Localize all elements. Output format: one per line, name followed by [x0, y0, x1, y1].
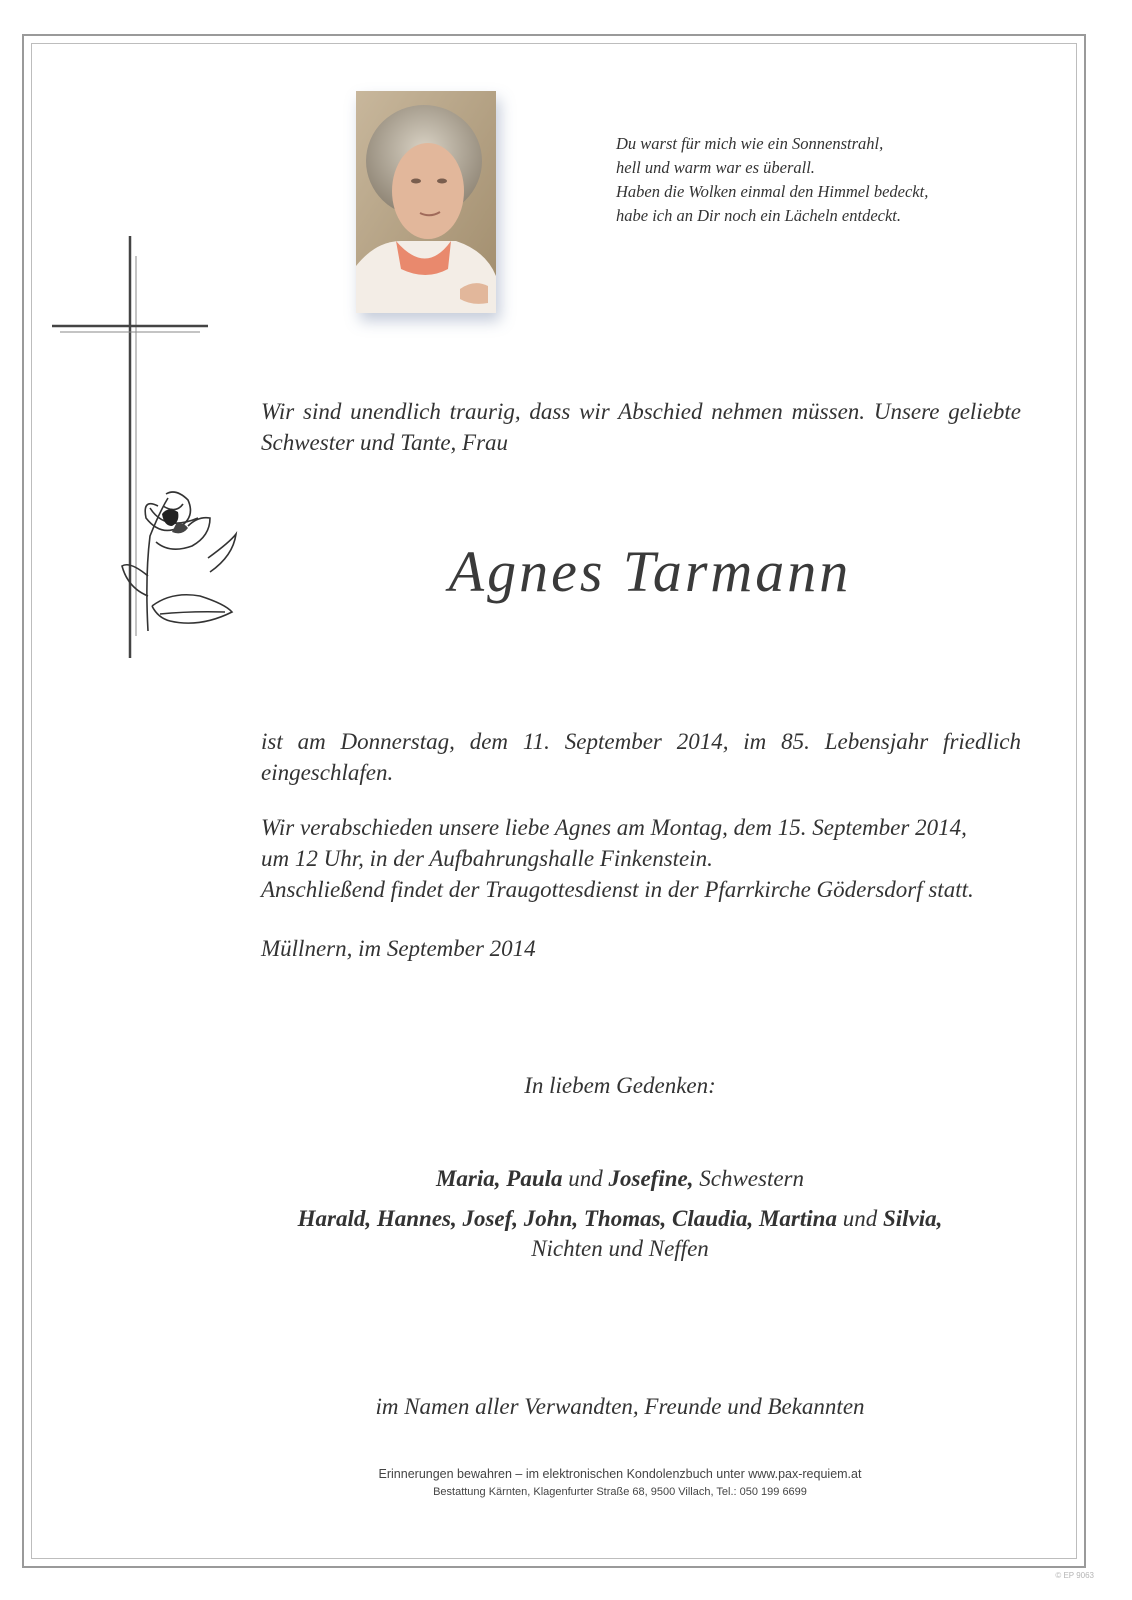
portrait-photo [356, 91, 496, 313]
intro-text: Wir sind unendlich traurig, dass wir Abschied nehmen müssen. Unsere geliebte Schwester und Tante, Frau [261, 399, 1021, 455]
nieces-names: Silvia, [882, 1206, 943, 1231]
farewell-line: Wir verabschieden unsere liebe Agnes am Montag, dem 15. September 2014, [261, 815, 967, 840]
mourners-sisters [120, 1166, 1120, 1192]
relation-label: Nichten und Neffen [531, 1236, 709, 1261]
family-line: im Namen aller Verwandten, Freunde und Bekannten [375, 1394, 865, 1419]
mourners-nieces [120, 1206, 1120, 1232]
poem-line: hell und warm war es überall. [616, 158, 815, 177]
farewell-line: um 12 Uhr, in der Aufbahrungshalle Finkenstein. [261, 846, 713, 871]
in-memory-heading: In liebem Gedenken: [524, 1073, 716, 1098]
deceased-name: Agnes Tarmann [448, 539, 852, 604]
conjunction: und [568, 1166, 603, 1191]
sisters-names: Josefine, [608, 1166, 694, 1191]
sisters-names: Maria, Paula [435, 1166, 563, 1191]
corner-code: © EP 9063 [1055, 1571, 1094, 1580]
poem [616, 132, 976, 228]
poem-line: Du warst für mich wie ein Sonnenstrahl, [616, 134, 884, 153]
poem-line: Haben die Wolken einmal den Himmel bedeckt, [616, 182, 929, 201]
footer-address: Bestattung Kärnten, Klagenfurter Straße 68, 9500 Villach, Tel.: 050 199 6699 [433, 1486, 807, 1498]
place-date: Müllnern, im September 2014 [261, 936, 536, 961]
farewell-line: Anschließend findet der Traugottesdienst in der Pfarrkirche Gödersdorf statt. [261, 877, 974, 902]
conjunction: und [842, 1206, 878, 1231]
nieces-names: Harald, Hannes, Josef, John, Thomas, Claudia, Martina [297, 1206, 837, 1231]
relation-label: Schwestern [699, 1166, 804, 1191]
footer-condolence: Erinnerungen bewahren – im elektronischen Kondolenzbuch unter www.pax-requiem.at [378, 1467, 862, 1481]
cross-with-rose-icon [50, 236, 250, 676]
death-notice: ist am Donnerstag, dem 11. September 2014, im 85. Lebensjahr friedlich eingeschlafen. [261, 729, 1021, 785]
poem-line: habe ich an Dir noch ein Lächeln entdeckt. [616, 206, 902, 225]
farewell-text [261, 812, 1021, 905]
